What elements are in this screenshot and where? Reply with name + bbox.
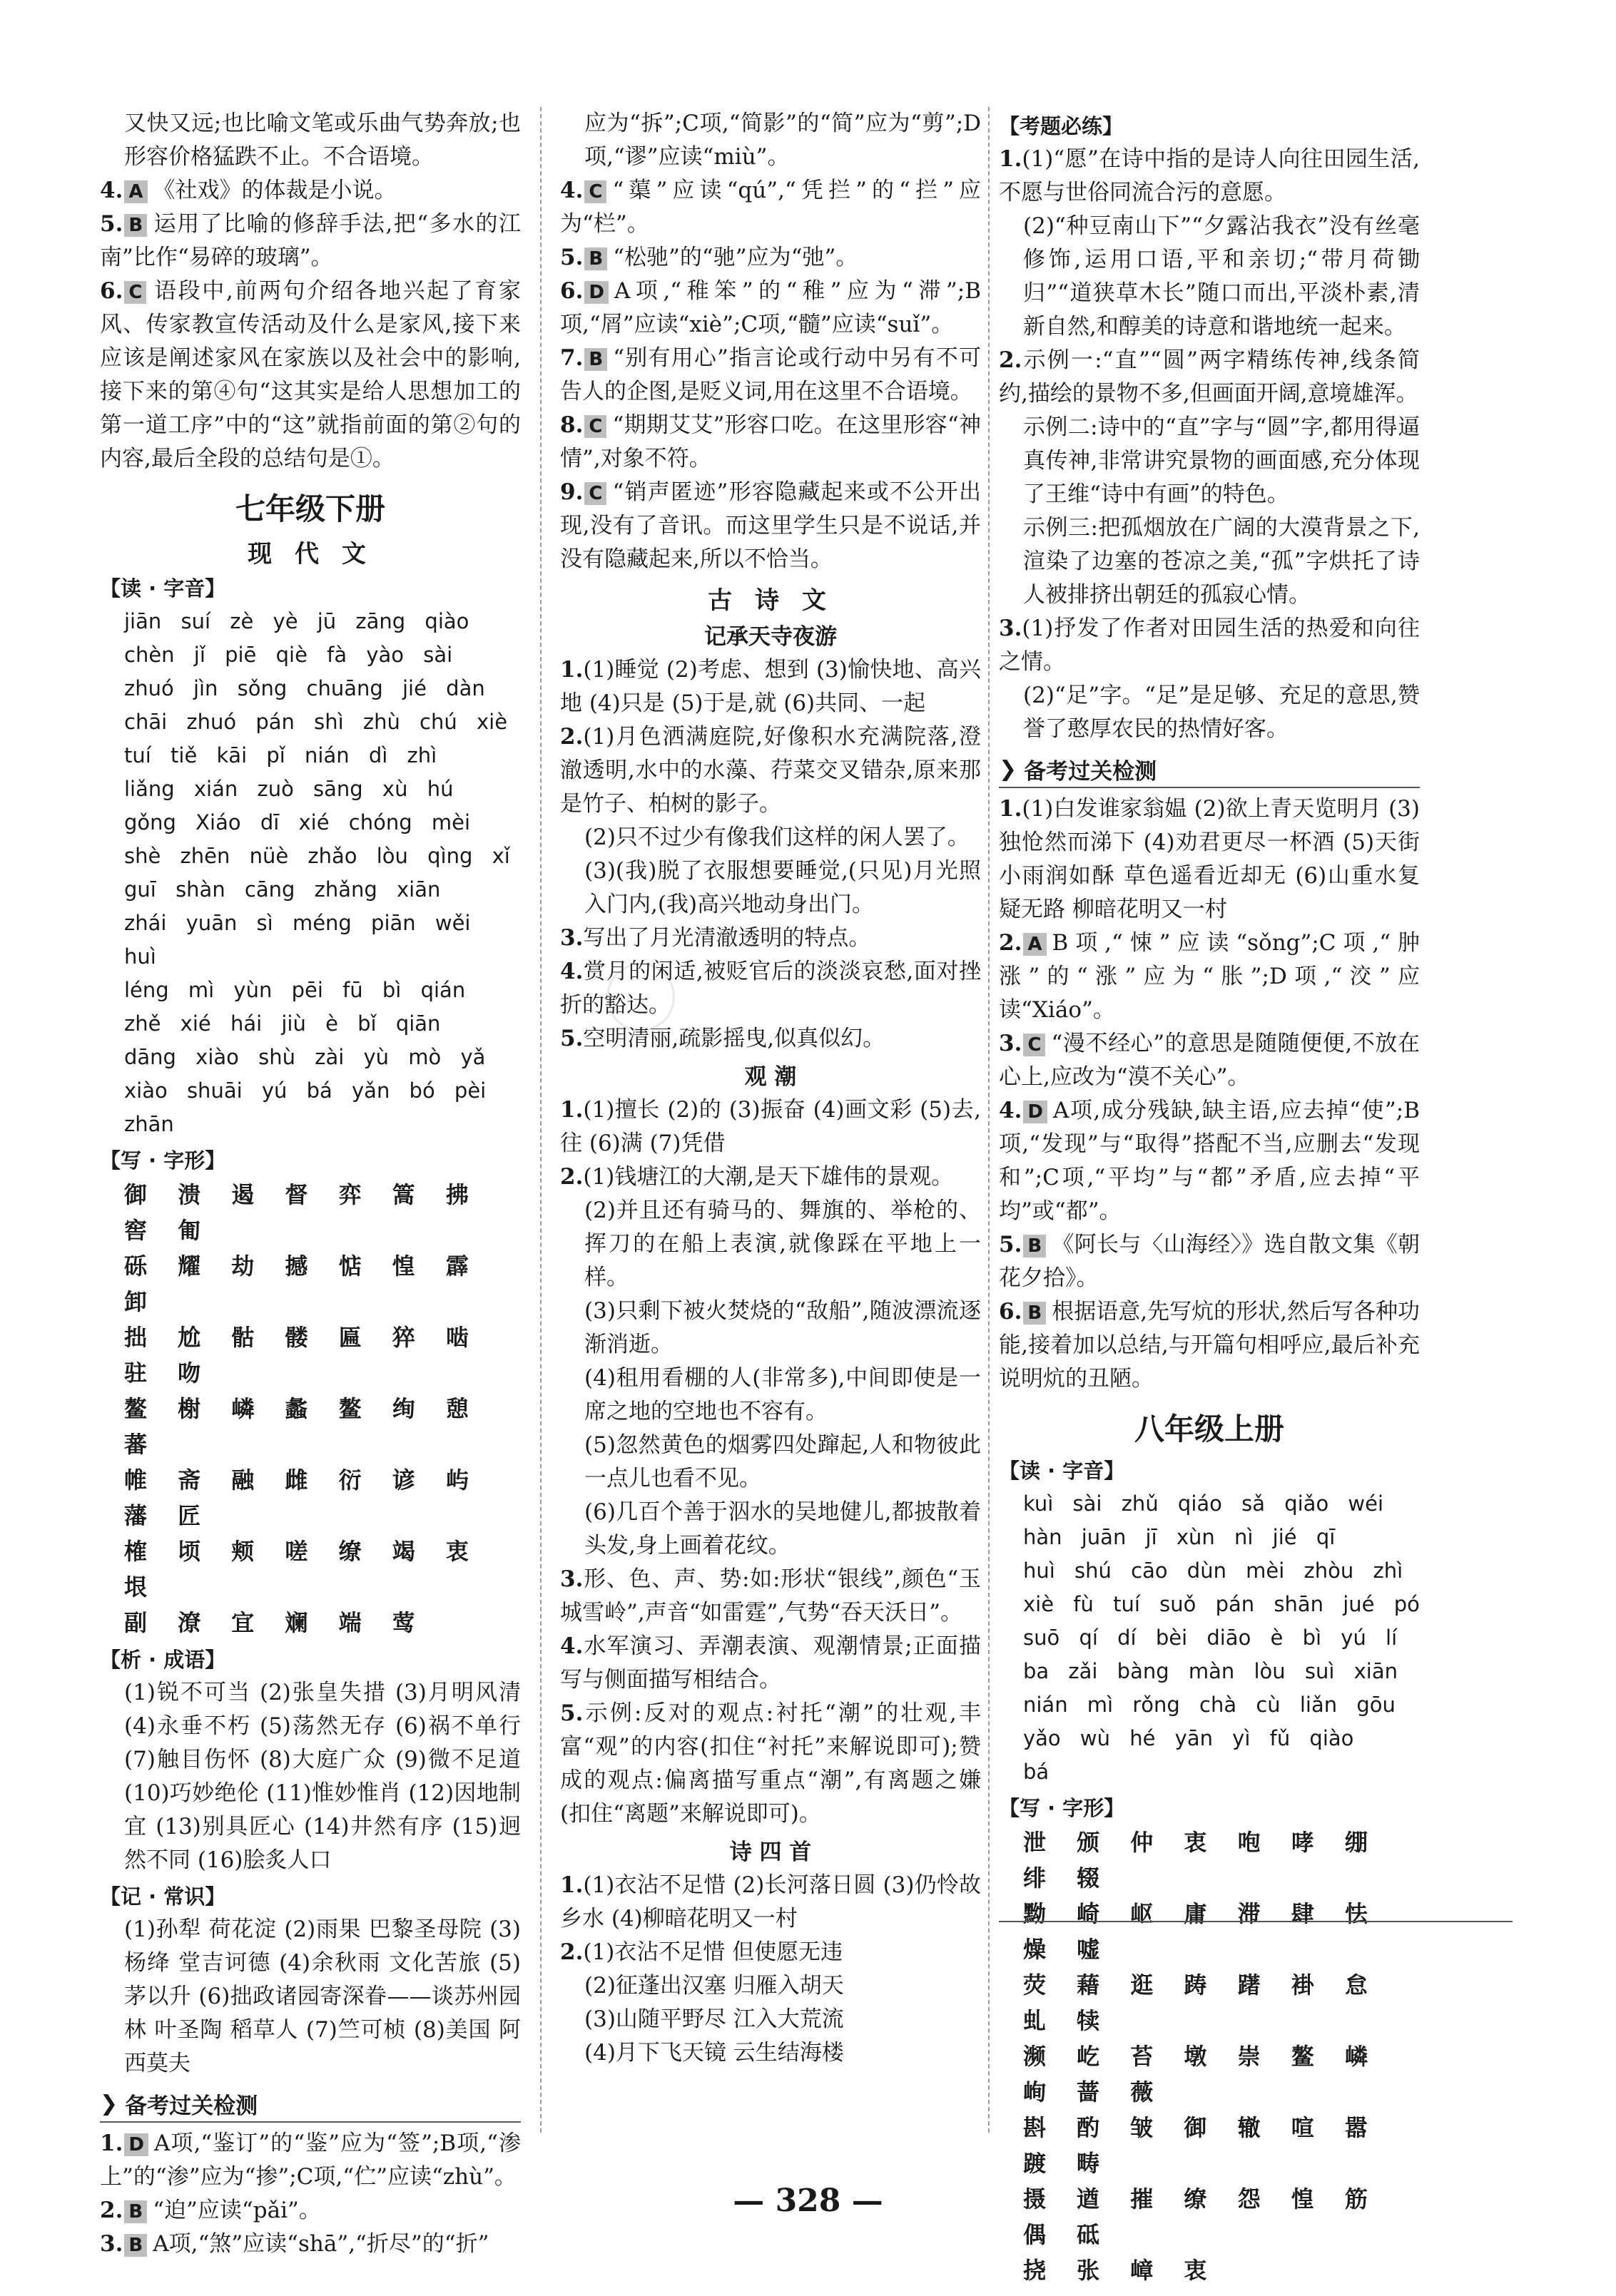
item-text: (3)山随平野尽 江入大荒流	[584, 2006, 844, 2032]
item-text: A项,“煞”应读“shā”,“折尽”的“折”	[153, 2231, 489, 2257]
pinyin-line: zhuó jìn sǒng chuāng jié dàn	[124, 676, 485, 700]
characters-line: 榷 顷 颊 嗟 缭 竭 衷 垠	[124, 1538, 480, 1601]
answer-item	[560, 1295, 981, 1362]
column-2	[560, 107, 981, 2070]
answer-letter-badge: D	[124, 2133, 148, 2156]
item-text: 空明清丽,疏影摇曳,似真似幻。	[583, 1026, 885, 1051]
answer-item	[560, 342, 981, 409]
item-text: 示例:反对的观点:衬托“潮”的壮观,丰富“观”的内容(扣住“衬托”来解说即可);赞成的观点:偏离描写重点“潮”,有离题之嫌(扣住“离题”来解说即可)。	[560, 1700, 981, 1827]
answer-item	[560, 1194, 981, 1295]
item-number: 4.	[999, 1098, 1022, 1123]
item-number: 2.	[100, 2198, 123, 2223]
answer-item	[560, 922, 981, 955]
item-number: 4.	[560, 959, 584, 984]
section-bar	[100, 2088, 521, 2123]
answer-item	[560, 2036, 981, 2070]
pinyin-line: guī shàn cāng zhǎng xiān	[124, 877, 441, 902]
item-text: 根据语意,先写炕的形状,然后写各种功能,接着加以总结,与开篇句相呼应,最后补充说明炕的丑陋。	[999, 1299, 1420, 1392]
pinyin-line: huì shú cāo dùn mèi zhòu zhì	[1023, 1558, 1403, 1583]
answer-item	[999, 511, 1420, 612]
characters-block	[100, 1177, 521, 1641]
answer-item	[100, 2228, 521, 2261]
answer-letter-badge: B	[1023, 1235, 1046, 1257]
answer-item	[560, 1869, 981, 1936]
item-number: 6.	[560, 278, 584, 304]
item-text: (1)衣沾不足惜 (2)长河落日圆 (3)仍怜故乡水 (4)柳暗花明又一村	[560, 1872, 981, 1932]
characters-line: 斟 酌 皱 御 辙 喧 嚣 踱 畴	[1023, 2114, 1379, 2177]
pinyin-line: xiào shuāi yú bá yǎn bó pèi	[124, 1078, 487, 1103]
item-text: (1)抒发了作者对田园生活的热爱和向往之情。	[999, 616, 1420, 675]
answer-item	[100, 174, 521, 208]
answer-list-top	[100, 174, 521, 476]
item-number: 2.	[560, 1164, 584, 1190]
answer-item	[560, 653, 981, 720]
poem-title-3: 诗 四 首	[729, 1840, 812, 1865]
item-number: 1.	[999, 146, 1022, 172]
answer-item	[560, 955, 981, 1022]
poem-answers-1	[560, 653, 981, 1056]
answer-letter-badge: C	[1023, 1034, 1045, 1056]
item-text: (4)月下飞天镜 云生结海楼	[584, 2040, 844, 2066]
characters-line: 濒 屹 苔 墩 崇 鳌 嶙 峋 蔷 薇	[1023, 2043, 1379, 2106]
item-text: 语段中,前两句介绍各地兴起了育家风、传家教宣传活动及什么是家风,接下来应该是阐述家风在家族以及社会中的影响,接下来的第④句“这其实是给人思想加工的第一道工序”中的“这”就指前面的第②句的内容,最后全段的总结句是①。	[100, 278, 521, 471]
item-text: “销声匿迹”形容隐藏起来或不公开出现,没有了音讯。而这里学生只是不说话,并没有隐藏起来,所以不恰当。	[560, 479, 981, 572]
pinyin-line: suō qí dí bèi diāo è bì yú lí	[1023, 1626, 1398, 1650]
characters-line: 泄 颁 仲 衷 咆 哮 绷 绯 辍	[1023, 1829, 1379, 1892]
answer-item	[560, 720, 981, 821]
write-characters-label: 【写 · 字形】	[999, 1796, 1125, 1820]
answer-letter-badge: C	[584, 482, 606, 505]
item-text: (1)睡觉 (2)考虑、想到 (3)愉快地、高兴地 (4)只是 (5)于是,就 (6)共同、一起	[560, 657, 981, 716]
answer-item	[100, 275, 521, 476]
item-number: 4.	[560, 1633, 584, 1659]
pinyin-line: jiān suí zè yè jū zāng qiào	[124, 609, 469, 633]
answer-letter-badge: B	[124, 214, 147, 237]
answer-letter-badge: C	[584, 415, 606, 438]
item-text: 水军演习、弄潮表演、观潮情景;正面描写与侧面描写相结合。	[560, 1633, 981, 1693]
item-text: (2)并且还有骑马的、舞旗的、举枪的、挥刀的在船上表演,就像踩在平地上一样。	[584, 1198, 981, 1290]
answer-item	[560, 1160, 981, 1194]
idioms-label: 【析 · 成语】	[100, 1648, 226, 1672]
pinyin-line: nián mì rǒng chà cù liǎn gōu	[1023, 1693, 1396, 1717]
item-text: A项,成分残缺,缺主语,应去掉“使”;B项,“发现”与“取得”搭配不当,应删去“发现和”;C项,“平均”与“都”矛盾,应去掉“平均”或“都”。	[999, 1098, 1420, 1224]
item-number: 2.	[999, 347, 1022, 373]
answer-item	[999, 927, 1420, 1027]
answer-item	[560, 1936, 981, 1969]
column-3	[999, 107, 1420, 2288]
answer-list-top	[560, 174, 981, 576]
answer-item	[560, 1022, 981, 1056]
answer-item	[560, 1429, 981, 1496]
answer-letter-badge: B	[124, 2234, 147, 2257]
item-number: 1.	[999, 796, 1022, 822]
pinyin-line: yǎo wù hé yān yì fǔ qiào	[1023, 1726, 1354, 1750]
item-number: 5.	[999, 1232, 1022, 1257]
item-number: 2.	[560, 1939, 584, 1965]
pinyin-line: léng mì yùn pēi fū bì qián	[124, 978, 466, 1002]
pinyin-line: zhě xié hái jiù è bǐ qiān	[124, 1011, 441, 1036]
item-number: 5.	[560, 245, 584, 270]
item-text: (1)钱塘江的大潮,是天下雄伟的景观。	[583, 1164, 954, 1190]
section-bar-label: 备考过关检测	[1024, 759, 1157, 785]
answer-letter-badge: B	[124, 2200, 147, 2223]
item-text: 《阿长与〈山海经〉》选自散文集《朝花夕拾》。	[999, 1232, 1420, 1291]
answer-item	[999, 612, 1420, 679]
answer-item	[560, 241, 981, 275]
section-title: 古 诗 文	[708, 586, 833, 615]
answer-continuation: 应为“拆”;C项,“简影”的“简”应为“剪”;D项,“谬”应读“miù”。	[584, 111, 981, 170]
item-number: 3.	[560, 925, 584, 951]
answer-item	[999, 792, 1420, 927]
item-number: 9.	[560, 479, 584, 505]
item-number: 3.	[100, 2231, 123, 2257]
answer-item	[560, 1496, 981, 1563]
item-text: “蕖”应读“qú”,“凭拦”的“拦”应为“栏”。	[560, 178, 981, 237]
item-number: 8.	[560, 412, 584, 438]
item-text: “松驰”的“驰”应为“弛”。	[613, 245, 858, 270]
answer-letter-badge: C	[124, 281, 146, 304]
exam-practice-label: 【考题必练】	[999, 114, 1124, 138]
item-text: (5)忽然黄色的烟雾四处蹿起,人和物彼此一点儿也看不见。	[584, 1432, 981, 1491]
item-number: 2.	[999, 930, 1022, 956]
check-answers	[999, 792, 1420, 1396]
pinyin-line: zhái yuān sì méng piān wěi huì	[124, 911, 471, 969]
column-divider-1	[540, 107, 542, 2133]
read-pronunciation-label: 【读 · 字音】	[100, 576, 226, 601]
item-number: 6.	[999, 1299, 1022, 1325]
item-text: 写出了月光清澈透明的特点。	[583, 925, 871, 951]
pinyin-line: tuí tiě kāi pǐ nián dì zhì	[124, 743, 437, 767]
answer-letter-badge: B	[584, 248, 607, 270]
section-title: 现 代 文	[248, 540, 373, 568]
exam-answers	[999, 143, 1420, 746]
answer-item	[999, 1027, 1420, 1094]
pinyin-line: xiè fù tuí suǒ pán shān jué pó	[1023, 1592, 1420, 1616]
item-text: (4)租用看棚的人(非常多),中间即使是一席之地的空地也不容有。	[584, 1365, 981, 1424]
item-text: (2)“种豆南山下”“夕露沾我衣”没有丝毫修饰,运用口语,平和亲切;“带月荷锄归”“道狭草木长”随口而出,平淡朴素,清新自然,和醇美的诗意和谐地统一起来。	[1023, 213, 1420, 340]
item-text: 示例二:诗中的“直”字与“圆”字,都用得逼真传神,非常讲究景物的画面感,充分体现了王维“诗中有画”的特色。	[1023, 414, 1420, 507]
item-text: 形、色、声、势:如:形状“银线”,颜色“玉城雪岭”,声音“如雷霆”,气势“吞天沃日”。	[560, 1566, 981, 1626]
item-number: 5.	[100, 211, 123, 237]
poem-answers-2	[560, 1093, 981, 1831]
poem-answers-3	[560, 1869, 981, 2070]
item-text: (1)衣沾不足惜 但使愿无违	[583, 1939, 843, 1965]
answer-item	[100, 208, 521, 275]
pinyin-line: ba zǎi bàng màn lòu suì xiān	[1023, 1659, 1398, 1683]
pinyin-line: dāng xiào shù zài yù mò yǎ	[124, 1045, 486, 1069]
item-text: 《社戏》的体裁是小说。	[153, 178, 397, 203]
item-text: B项,“悚”应读“sǒng”;C项,“肿涨”的“涨”应为“胀”;D项,“洨”应读“Xiáo”。	[999, 930, 1420, 1023]
characters-line: 副 潦 宜 斓 端 莺	[124, 1609, 427, 1636]
item-text: A项,“鉴订”的“鉴”应为“签”;B项,“渗上”的“渗”应为“掺”;C项,“伫”应读“zhù”。	[100, 2131, 521, 2190]
characters-line: 黝 崎 岖 庸 滞 肆 怯 燥 嘘	[1023, 1900, 1379, 1963]
pinyin-line: shè zhēn nüè zhǎo lòu qìng xǐ	[124, 844, 510, 868]
answer-item	[560, 476, 981, 576]
section-bar	[999, 753, 1420, 788]
characters-line: 帷 斋 融 雌 衍 谚 屿 藩 匠	[124, 1466, 480, 1529]
answer-item	[560, 1697, 981, 1831]
answer-letter-badge: A	[124, 180, 147, 203]
answer-item	[560, 1362, 981, 1429]
pinyin-line: hàn juān jī xùn nì jié qī	[1023, 1525, 1336, 1549]
pinyin-line: liǎng xián zuò sāng xù hú	[124, 777, 454, 801]
idioms-list: (1)锐不可当 (2)张皇失措 (3)月明风清 (4)永垂不朽 (5)荡然无存 (6)祸不单行 (7)触目伤怀 (8)大庭广众 (9)微不足道 (10)巧妙绝伦 (11)惟妙惟肖 (12)因地制宜 (13)别具匠心 (14)井然有序 (15)迥然不同 (16)脍炙人口	[124, 1680, 521, 1873]
item-text: (2)只不过少有像我们这样的闲人罢了。	[584, 825, 970, 850]
pinyin-line: zhān	[124, 1112, 174, 1136]
poem-title-1: 记承天寺夜游	[704, 624, 837, 650]
item-number: 1.	[100, 2131, 123, 2156]
item-text: “期期艾艾”形容口吃。在这里形容“神情”,对象不符。	[560, 412, 981, 471]
answer-letter-badge: D	[584, 281, 609, 304]
page-number: — 328 —	[733, 2183, 883, 2219]
item-text: (3)只剩下被火焚烧的“敌船”,随波漂流逐渐消逝。	[584, 1298, 981, 1357]
item-number: 7.	[560, 345, 584, 371]
pinyin-line: gǒng Xiáo dī xié chóng mèi	[124, 810, 470, 835]
answer-item	[560, 1630, 981, 1697]
item-text: (1)月色洒满庭院,好像积水充满院落,澄澈透明,水中的水藻、荇菜交叉错杂,原来那是竹子、柏树的影子。	[560, 724, 981, 817]
pinyin-line: kuì sài zhǔ qiáo sǎ qiǎo wéi	[1023, 1491, 1384, 1516]
answer-letter-badge: A	[1023, 933, 1046, 956]
item-number: 4.	[100, 178, 123, 203]
item-text: “迫”应读“pǎi”。	[153, 2198, 321, 2223]
knowledge-label: 【记 · 常识】	[100, 1884, 226, 1909]
item-number: 1.	[560, 1097, 584, 1123]
pinyin-line: chāi zhuó pán shì zhù chú xiè	[124, 710, 508, 734]
answer-item	[999, 1228, 1420, 1295]
answer-item	[999, 210, 1420, 344]
answer-item	[560, 409, 981, 476]
poem-title-2: 观 潮	[744, 1064, 797, 1090]
divider-line	[999, 1921, 1513, 1922]
item-text: (6)几百个善于泅水的吴地健儿,都披散着头发,身上画着花纹。	[584, 1499, 981, 1558]
item-text: (1)“愿”在诗中指的是诗人向往田园生活,不愿与世俗同流合污的意愿。	[999, 146, 1420, 205]
knowledge-list: (1)孙犁 荷花淀 (2)雨果 巴黎圣母院 (3)杨绛 堂吉诃德 (4)余秋雨 文化苦旅 (5)茅以升 (6)拙政诸园寄深眷——谈苏州园林 叶圣陶 稻草人 (7)竺可桢 (8)美国 阿西莫夫	[124, 1917, 521, 2076]
pinyin-block	[100, 605, 521, 1141]
grade-title: 七年级下册	[235, 491, 385, 526]
answer-item	[560, 275, 981, 342]
characters-line: 砾 耀 劫 撼 惦 惶 霹 卸	[124, 1252, 480, 1315]
item-text: 示例三:把孤烟放在广阔的大漠背景之下,渲染了边塞的苍凉之美,“孤”字烘托了诗人被排挤出朝廷的孤寂心情。	[1023, 515, 1420, 608]
answer-item	[999, 1295, 1420, 1396]
item-text: 运用了比喻的修辞手法,把“多水的江南”比作“易碎的玻璃”。	[100, 211, 521, 270]
item-number: 1.	[560, 657, 584, 683]
column-1	[100, 107, 521, 2261]
item-number: 4.	[560, 178, 584, 203]
answer-item	[999, 411, 1420, 511]
column-divider-2	[988, 107, 990, 2133]
item-text: “别有用心”指言论或行动中另有不可告人的企图,是贬义词,用在这里不合语境。	[560, 345, 981, 404]
item-number: 6.	[100, 278, 123, 304]
item-number: 3.	[999, 616, 1022, 641]
answer-item	[999, 679, 1420, 746]
answer-item	[999, 1094, 1420, 1228]
characters-line: 挠 张 嶂 衷	[1023, 2257, 1219, 2284]
characters-line: 荧 藉 逛 踌 躇 褂 怠 虬 犊	[1023, 1971, 1379, 2034]
pinyin-block	[999, 1487, 1420, 1789]
chevron-right-icon: ❯	[100, 2091, 118, 2116]
chevron-right-icon: ❯	[999, 757, 1017, 782]
answer-letter-badge: D	[1023, 1101, 1047, 1123]
characters-line: 鳌 榭 嶙 蠡 鳌 绚 憩 蕃	[124, 1395, 480, 1458]
item-text: (2)征蓬出汉塞 归雁入胡天	[584, 1973, 844, 1999]
read-pronunciation-label: 【读 · 字音】	[999, 1459, 1125, 1483]
item-text: 赏月的闲适,被贬官后的淡淡哀愁,面对挫折的豁达。	[560, 959, 981, 1018]
answer-item	[560, 2003, 981, 2036]
item-text: (1)擅长 (2)的 (3)振奋 (4)画文彩 (5)去,往 (6)满 (7)凭借	[560, 1097, 981, 1156]
answer-item	[999, 143, 1420, 210]
item-number: 3.	[560, 1566, 584, 1592]
item-text: (1)白发谁家翁媪 (2)欲上青天览明月 (3)独怆然而涕下 (4)劝君更尽一杯酒 (5)天街小雨润如酥 草色遥看近却无 (6)山重水复疑无路 柳暗花明又一村	[999, 796, 1420, 922]
answer-continuation: 又快又远;也比喻文笔或乐曲气势奔放;也形容价格猛跌不止。不合语境。	[124, 111, 521, 170]
item-number: 1.	[560, 1872, 584, 1898]
item-number: 3.	[999, 1031, 1022, 1056]
item-text: (3)(我)脱了衣服想要睡觉,(只见)月光照入门内,(我)高兴地动身出门。	[584, 858, 981, 917]
answer-letter-badge: C	[584, 180, 606, 203]
answer-item	[560, 1563, 981, 1630]
answer-item	[560, 1969, 981, 2003]
pinyin-line: bá	[1023, 1760, 1050, 1784]
characters-line: 摄 遒 摧 缭 怨 惶 筋 偶 砥	[1023, 2185, 1379, 2248]
answer-letter-badge: B	[1023, 1302, 1046, 1325]
answer-item	[999, 344, 1420, 411]
answer-item	[560, 854, 981, 922]
answer-letter-badge: B	[584, 348, 607, 371]
characters-line: 拙 尬 骷 髅 匾 猝 啮 驻 吻	[124, 1324, 480, 1387]
item-text: A项,“稚笨”的“稚”应为“滞”;B项,“屑”应读“xiè”;C项,“髓”应读“suǐ”。	[560, 278, 981, 337]
pinyin-line: chèn jǐ piē qiè fà yào sài	[124, 643, 453, 667]
item-number: 5.	[560, 1026, 584, 1051]
characters-line: 御 溃 遏 督 弈 篙 拂 窖 匍	[124, 1181, 480, 1244]
answer-item	[560, 821, 981, 854]
item-text: 示例一:“直”“圆”两字精练传神,线条简约,描绘的景物不多,但画面开阔,意境雄浑。	[999, 347, 1420, 407]
answer-item	[560, 174, 981, 241]
answer-item	[560, 1093, 981, 1160]
grade-title: 八年级上册	[1134, 1412, 1284, 1447]
item-text: (2)“足”字。“足”是足够、充足的意思,赞誉了憨厚农民的热情好客。	[1023, 683, 1420, 742]
item-text: “漫不经心”的意思是随随便便,不放在心上,应改为“漠不关心”。	[999, 1031, 1420, 1090]
section-bar-label: 备考过关检测	[125, 2093, 258, 2119]
item-number: 2.	[560, 724, 584, 750]
item-number: 5.	[560, 1700, 584, 1726]
write-characters-label: 【写 · 字形】	[100, 1148, 226, 1173]
